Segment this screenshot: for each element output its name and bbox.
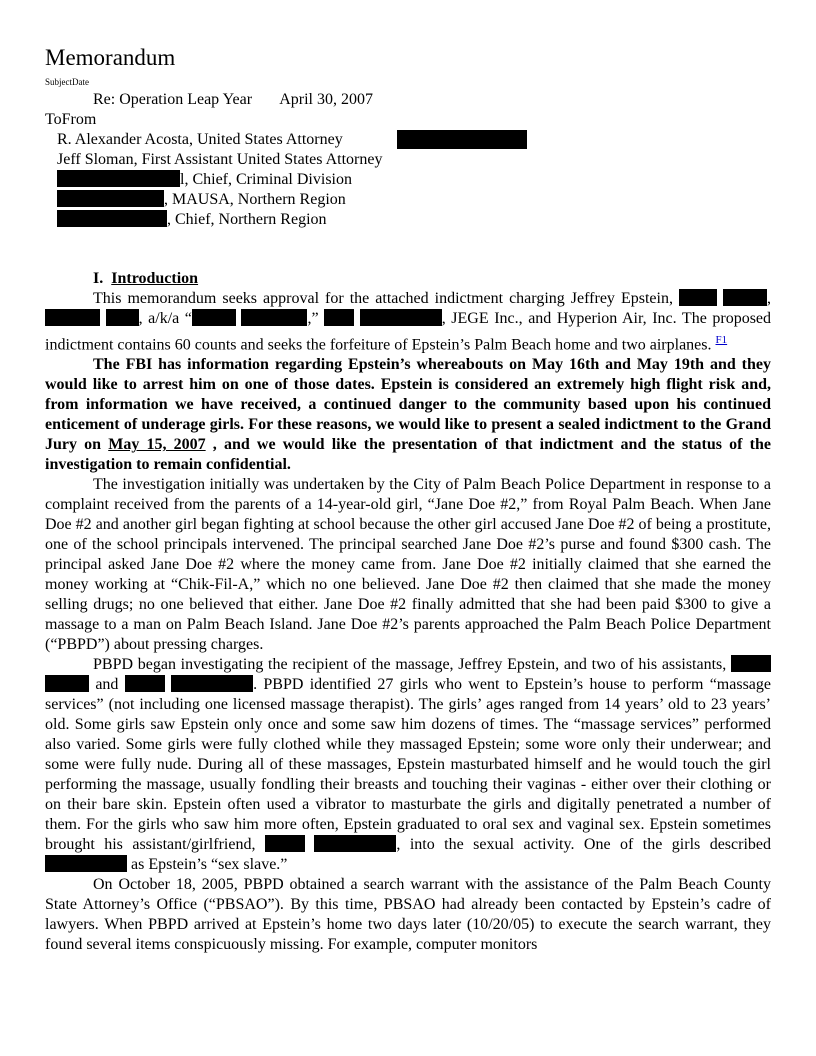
redaction-block	[679, 289, 717, 306]
recipient-2: Jeff Sloman, First Assistant United States Attorney	[57, 151, 383, 168]
from-label: From	[61, 111, 97, 128]
section-heading: I. Introduction	[93, 270, 199, 287]
paragraph-investigation: The investigation initially was undertaken by the City of Palm Beach Police Department in response to a complaint received from the parents of a 14-year-old girl, “Jane Doe #2,” from Royal Palm Beach. When Jane Doe #2 and another girl began fighting at school because the other girl accused Jane Doe #2 of being a prostitute, one of the school principals intervened. The principal searched Jane Doe #2’s purse and found $300 cash. The principal asked Jane Doe #2 where the money came from. Jane Doe #2 initially claimed that she earned the money working at “Chik-Fil-A,” which no one believed. Jane Doe #2 then claimed that she made the money selling drugs; no one believed that either. Jane Doe #2 finally admitted that she had been paid $300 to give a massage to a man on Palm Beach Island. Jane Doe #2’s parents approached the Palm Beach Police Department (“PBPD”) about pressing charges.	[45, 476, 771, 654]
redaction-block	[171, 675, 253, 692]
paragraph-arrest-plan: The FBI has information regarding Epstein’s whereabouts on May 16th and May 19th and they would like to arrest him on one of those dates. Epstein is considered an extremely high flight risk and, from information we have received, a continued danger to the community based upon his continued enticement of underage girls. For these reasons, we would like to present a sealed indictment to the Grand Jury on May 15, 2007 , and we would like the presentation of that indictment and the status of the investigation to remain confidential.	[45, 356, 771, 474]
redaction-block	[731, 655, 771, 672]
redaction-block	[723, 289, 767, 306]
redaction-block	[192, 309, 236, 326]
redaction-block	[314, 835, 396, 852]
subject-line	[93, 90, 373, 110]
memo-title: Memorandum	[45, 45, 176, 70]
subject-value: Re: Operation Leap Year	[93, 91, 253, 108]
paragraph-search-warrant: On October 18, 2005, PBPD obtained a search warrant with the assistance of the Palm Beach County State Attorney’s Office (“PBSAO”). By this time, PBSAO had already been contacted by Epstein’s cadre of lawyers. When PBPD arrived at Epstein’s home two days later (10/20/05) to execute the search warrant, they found several items conspicuously missing. For example, computer monitors	[45, 876, 771, 954]
recipient-3: l, Chief, Criminal Division	[57, 170, 352, 190]
recipient-4: , MAUSA, Northern Region	[57, 190, 346, 210]
footnote-link[interactable]: F1	[715, 334, 728, 346]
redaction-block	[57, 170, 180, 187]
redaction-block	[106, 309, 139, 326]
redaction-block	[324, 309, 354, 326]
subject-date-labels	[45, 77, 89, 87]
redaction-block	[57, 190, 164, 207]
redaction-block	[45, 675, 89, 692]
redaction-block	[360, 309, 442, 326]
redaction-block	[125, 675, 165, 692]
subject-label: Subject	[45, 77, 72, 87]
recipient-1: R. Alexander Acosta, United States Attorney	[57, 131, 343, 148]
paragraph-pbpd: PBPD began investigating the recipient of the massage, Jeffrey Epstein, and two of his assistants, and . PBPD identified 27 girls who went to Epstein’s house to perform “massage services” (not including one licensed massage therapist). The girls’ ages ranged from 14 years’ old to 23 years’ old. Some girls saw Epstein only once and some saw him dozens of times. The “massage services” performed also varied. Some girls were fully clothed while they massaged Epstein; some wore only their underwear; and some were fully nude. During all of these massages, Epstein masturbated himself and he would touch the girl performing the massage, usually fondling their breasts and touching their vaginas - either over their clothing or on their bare skin. Epstein often used a vibrator to masturbate the girls and digitally penetrated a number of them. For the girls who saw him more often, Epstein graduated to oral sex and vaginal sex. Epstein sometimes brought his assistant/girlfriend, , into the sexual activity. One of the girls described as Epstein’s “sex slave.”	[45, 656, 772, 874]
to-from-labels	[45, 110, 96, 130]
date-value: April 30, 2007	[279, 91, 373, 108]
redaction-block	[57, 210, 167, 227]
grand-jury-date: May 15, 2007	[108, 436, 206, 454]
memo-body	[45, 269, 771, 955]
date-label: Date	[72, 77, 89, 87]
redaction-block	[45, 855, 127, 872]
redaction-block	[397, 130, 527, 149]
redaction-block	[45, 309, 100, 326]
redaction-block	[265, 835, 305, 852]
paragraph-intro: This memorandum seeks approval for the attached indictment charging Jeffrey Epstein, , , a/k/a “ ,” , JEGE Inc., and Hyperion Air, Inc. The proposed indictment contains 60 counts and seeks the forfeiture of Epstein’s Palm Beach home and two airplanes. $^{F1}$	[45, 290, 772, 354]
recipient-5: , Chief, Northern Region	[57, 210, 327, 230]
redaction-block	[241, 309, 307, 326]
to-label: To	[45, 111, 62, 128]
